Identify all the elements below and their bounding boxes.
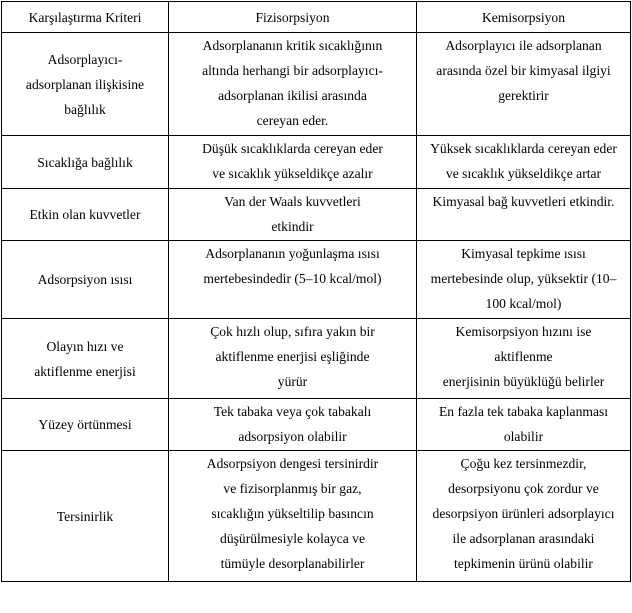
- cell-line: 100 kcal/mol): [485, 296, 562, 311]
- criterion-cell: [2, 33, 169, 136]
- criterion-cell: [2, 189, 169, 241]
- cell-line: gerektirir: [498, 88, 549, 103]
- cell-line: ve sıcaklık yükseldikçe azalır: [212, 166, 373, 181]
- table-row: [2, 33, 631, 136]
- cell-line: bağlılık: [64, 101, 106, 117]
- chemisorption-cell: [417, 241, 631, 319]
- cell-line: olabilir: [503, 429, 544, 444]
- chemisorption-cell: [417, 136, 631, 189]
- cell-line: tepkimenin ürünü olabilir: [454, 556, 593, 571]
- criterion-cell: [2, 451, 169, 582]
- criterion-cell: [2, 399, 169, 451]
- cell-line: desorpsiyon ürünleri adsorplayıcı: [432, 506, 615, 521]
- cell-line: Adsorplayıcı-: [47, 51, 123, 67]
- physisorption-cell: [169, 319, 417, 399]
- criterion-cell: [2, 319, 169, 399]
- table-row: [2, 241, 631, 319]
- cell-line: En fazla tek tabaka kaplanması: [438, 404, 609, 419]
- cell-line: Çoğu kez tersinmezdir,: [460, 456, 587, 471]
- cell-line: Adsorplayıcı ile adsorplanan: [445, 38, 602, 53]
- cell-line: aktiflenme enerjisi eşliğinde: [215, 349, 370, 364]
- physisorption-cell: [169, 451, 417, 582]
- cell-line: Adsorpsiyon ısısı: [37, 272, 133, 287]
- chemisorption-cell: [417, 33, 631, 136]
- cell-line: düşürülmesiyle kolayca ve: [220, 531, 365, 546]
- cell-line: Olayın hızı ve: [46, 338, 124, 354]
- cell-line: Sıcaklığa bağlılık: [37, 154, 133, 170]
- cell-line: adsorplanan ilişkisine: [25, 76, 145, 92]
- physisorption-cell: [169, 241, 417, 319]
- cell-line: Van der Waals kuvvetleri: [224, 194, 361, 209]
- cell-line: mertebesindedir (5–10 kcal/mol): [203, 271, 382, 286]
- cell-line: aktiflenme enerjisi: [34, 363, 136, 379]
- cell-line: adsorpsiyon olabilir: [238, 429, 347, 444]
- header-row: [2, 2, 631, 33]
- cell-line: Kimyasal tepkime ısısı: [461, 246, 586, 261]
- cell-line: tümüyle desorplanabilirler: [220, 556, 365, 571]
- cell-line: Tek tabaka veya çok tabakalı: [213, 404, 372, 419]
- comparison-table: [1, 1, 631, 582]
- header-criteria: Karşılaştırma Kriteri: [2, 2, 169, 33]
- cell-line: yürür: [277, 374, 308, 389]
- cell-line: aktiflenme: [494, 349, 553, 364]
- cell-line: Yüksek sıcaklıklarda cereyan eder: [430, 141, 617, 156]
- cell-line: Yüzey örtünmesi: [38, 417, 132, 432]
- cell-line: Adsorplananın kritik sıcaklığının: [202, 38, 383, 53]
- cell-line: Kimyasal bağ kuvvetleri etkindir.: [432, 194, 615, 209]
- cell-line: Adsorplananın yoğunlaşma ısısı: [205, 246, 380, 261]
- cell-line: ve sıcaklık yükseldikçe artar: [445, 166, 602, 181]
- physisorption-cell: [169, 33, 417, 136]
- header-physisorption: Fizisorpsiyon: [169, 2, 417, 33]
- cell-line: Düşük sıcaklıklarda cereyan eder: [202, 141, 383, 156]
- header-chemisorption: Kemisorpsiyon: [417, 2, 631, 33]
- cell-line: sıcaklığın yükseltilip basıncın: [211, 506, 374, 521]
- cell-line: Kemisorpsiyon hızını ise: [455, 324, 592, 339]
- cell-line: desorpsiyonu çok zordur ve: [448, 481, 599, 496]
- cell-line: Tersinirlik: [56, 508, 114, 524]
- cell-line: etkindir: [271, 219, 314, 234]
- table-row: [2, 136, 631, 189]
- cell-line: ve fizisorplanmış bir gaz,: [223, 481, 362, 496]
- cell-line: adsorplanan ikilisi arasında: [218, 88, 367, 103]
- table-row: [2, 319, 631, 399]
- criterion-cell: [2, 241, 169, 319]
- cell-line: cereyan eder.: [256, 113, 329, 128]
- chemisorption-cell: [417, 399, 631, 451]
- cell-line: Etkin olan kuvvetler: [29, 207, 141, 222]
- cell-line: altında herhangi bir adsorplayıcı-: [202, 63, 383, 78]
- physisorption-cell: [169, 136, 417, 189]
- table-row: [2, 451, 631, 582]
- cell-line: arasında özel bir kimyasal ilgiyi: [436, 63, 611, 78]
- physisorption-cell: [169, 399, 417, 451]
- criterion-cell: [2, 136, 169, 189]
- cell-line: Çok hızlı olup, sıfıra yakın bir: [210, 324, 375, 339]
- chemisorption-cell: [417, 451, 631, 582]
- table-row: [2, 399, 631, 451]
- cell-line: ile adsorplanan arasındaki: [452, 531, 595, 546]
- chemisorption-cell: [417, 319, 631, 399]
- chemisorption-cell: [417, 189, 631, 241]
- cell-line: mertebesinde olup, yüksektir (10–: [430, 271, 617, 286]
- cell-line: enerjisinin büyüklüğü belirler: [442, 374, 605, 389]
- physisorption-cell: [169, 189, 417, 241]
- cell-line: Adsorpsiyon dengesi tersinirdir: [206, 456, 379, 471]
- table-row: [2, 189, 631, 241]
